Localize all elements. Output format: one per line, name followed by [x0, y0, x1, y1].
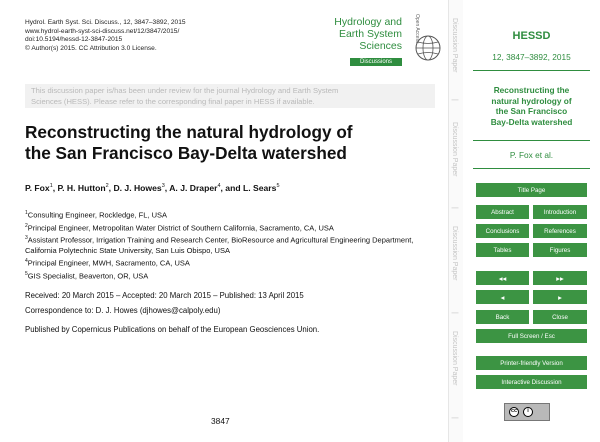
attribution-icon: i [523, 407, 533, 417]
strip-divider: | [451, 99, 458, 101]
affiliation [25, 233, 440, 256]
journal-logo [292, 12, 442, 74]
affiliation-text: Principal Engineer, MWH, Sacramento, CA, USA [27, 258, 190, 268]
sidebar-divider [473, 168, 590, 169]
references-button[interactable]: References [533, 224, 587, 238]
interactive-discussion-button[interactable]: Interactive Discussion [476, 375, 587, 389]
review-notice [25, 84, 435, 108]
previous-page-button[interactable]: ◂ [476, 290, 529, 304]
author-separator: , [108, 183, 114, 193]
journal-citation: Hydrol. Earth Syst. Sci. Discuss., 12, 3847–3892, 2015 [25, 19, 186, 26]
affiliation [25, 221, 440, 234]
author-separator: , [164, 183, 170, 193]
logo-line-1: Hydrology and [334, 16, 402, 28]
sidebar-pages: 12, 3847–3892, 2015 [492, 52, 571, 62]
sidebar-title-line: Bay-Delta watershed [490, 116, 573, 127]
globe-icon [414, 34, 442, 62]
strip-label: Discussion Paper [451, 331, 458, 386]
author-affil-ref: 2 [105, 183, 109, 190]
affiliation-number: 1 [25, 210, 28, 216]
back-button[interactable]: Back [476, 310, 529, 324]
license-line: © Author(s) 2015. CC Attribution 3.0 License. [25, 44, 157, 52]
affiliation [25, 256, 440, 269]
conclusions-button[interactable]: Conclusions [476, 224, 529, 238]
strip-label: Discussion Paper [451, 226, 458, 281]
open-access-label: Open Access [414, 14, 420, 44]
figures-button[interactable]: Figures [533, 243, 587, 257]
author: D. J. Howes [113, 183, 162, 193]
cc-icon: cc [509, 407, 519, 417]
affiliation-text: Consulting Engineer, Rockledge, FL, USA [27, 210, 168, 220]
affiliation [25, 269, 440, 282]
correspondence[interactable]: Correspondence to: D. J. Howes (djhowes@calpoly.edu) [25, 306, 221, 315]
citation-block [25, 19, 186, 53]
sidebar-title-line: the San Francisco [495, 106, 568, 116]
sidebar-title-line: natural hydrology of [491, 95, 572, 106]
page-number: 3847 [211, 416, 230, 426]
author: A. J. Draper [169, 183, 218, 193]
logo-line-2: Earth System [338, 28, 402, 40]
affiliation-number: 3 [25, 235, 28, 242]
title-page-button[interactable]: Title Page [476, 183, 587, 197]
logo-line-3: Sciences [359, 40, 402, 52]
notice-line-2: Sciences (HESS). Please refer to the corresponding final paper in HESS if available. [31, 97, 315, 106]
introduction-button[interactable]: Introduction [533, 205, 587, 219]
next-page-button[interactable]: ▸ [533, 290, 587, 304]
author-list [25, 183, 280, 193]
author-affil-ref: 1 [49, 183, 53, 190]
sidebar-journal: HESSD [512, 30, 551, 42]
author-affil-ref: 4 [217, 183, 221, 190]
discussion-paper-strip [448, 0, 464, 442]
creative-commons-badge[interactable] [504, 403, 550, 421]
strip-label: Discussion Paper [451, 18, 458, 73]
tables-button[interactable]: Tables [476, 243, 529, 257]
printer-friendly-button[interactable]: Printer-friendly Version [476, 356, 587, 370]
strip-divider: | [451, 312, 458, 314]
affiliation-number: 2 [25, 222, 28, 229]
navigation-sidebar [463, 0, 600, 442]
close-button[interactable]: Close [533, 310, 587, 324]
title-line-2: the San Francisco Bay-Delta watershed [25, 143, 347, 163]
paper-doi[interactable]: doi:10.5194/hessd-12-3847-2015 [25, 36, 123, 44]
last-page-button[interactable]: ▸▸ [533, 271, 587, 285]
affiliation-number: 4 [25, 258, 28, 265]
paper-url[interactable]: www.hydrol-earth-syst-sci-discuss.net/12/3847/2015/ [25, 27, 180, 35]
full-screen-button[interactable]: Full Screen / Esc [476, 329, 587, 343]
sidebar-divider [473, 70, 590, 71]
notice-line-1: This discussion paper is/has been under review for the journal Hydrology and Earth System [31, 86, 339, 95]
author-affil-ref: 5 [276, 183, 280, 190]
affiliation-text: Principal Engineer, Metropolitan Water District of Southern California, Sacramento, CA, USA [27, 223, 334, 233]
paper-title [25, 122, 435, 164]
discussions-label: Discussions [350, 58, 402, 66]
strip-label: Discussion Paper [451, 122, 458, 177]
publisher-statement: Published by Copernicus Publications on behalf of the European Geosciences Union. [25, 325, 320, 334]
affiliation-list [25, 208, 440, 282]
affiliation [25, 208, 440, 221]
author: L. Sears [242, 183, 277, 193]
author: P. Fox [25, 183, 50, 193]
logo-title [334, 16, 402, 52]
author: P. H. Hutton [57, 183, 106, 193]
sidebar-title-line: Reconstructing the [493, 85, 570, 95]
abstract-button[interactable]: Abstract [476, 205, 529, 219]
received-dates: Received: 20 March 2015 – Accepted: 20 March 2015 – Published: 13 April 2015 [25, 291, 304, 300]
author-separator: , [52, 183, 58, 193]
sidebar-divider [473, 140, 590, 141]
affiliation-text: Assistant Professor, Irrigation Training and Research Center, BioResource and Agricultural Engineering Department, California Polytechnic State University, San Luis Obispo, USA [25, 235, 414, 256]
affiliation-number: 5 [25, 271, 28, 278]
strip-divider: | [451, 417, 458, 419]
author-affil-ref: 3 [161, 183, 165, 190]
sidebar-authors: P. Fox et al. [509, 150, 554, 160]
strip-divider: | [451, 207, 458, 209]
affiliation-text: GIS Specialist, Beaverton, OR, USA [27, 271, 149, 281]
first-page-button[interactable]: ◂◂ [476, 271, 529, 285]
sidebar-title [463, 85, 600, 127]
title-line-1: Reconstructing the natural hydrology of [25, 122, 353, 142]
author-separator: , and [220, 183, 243, 193]
